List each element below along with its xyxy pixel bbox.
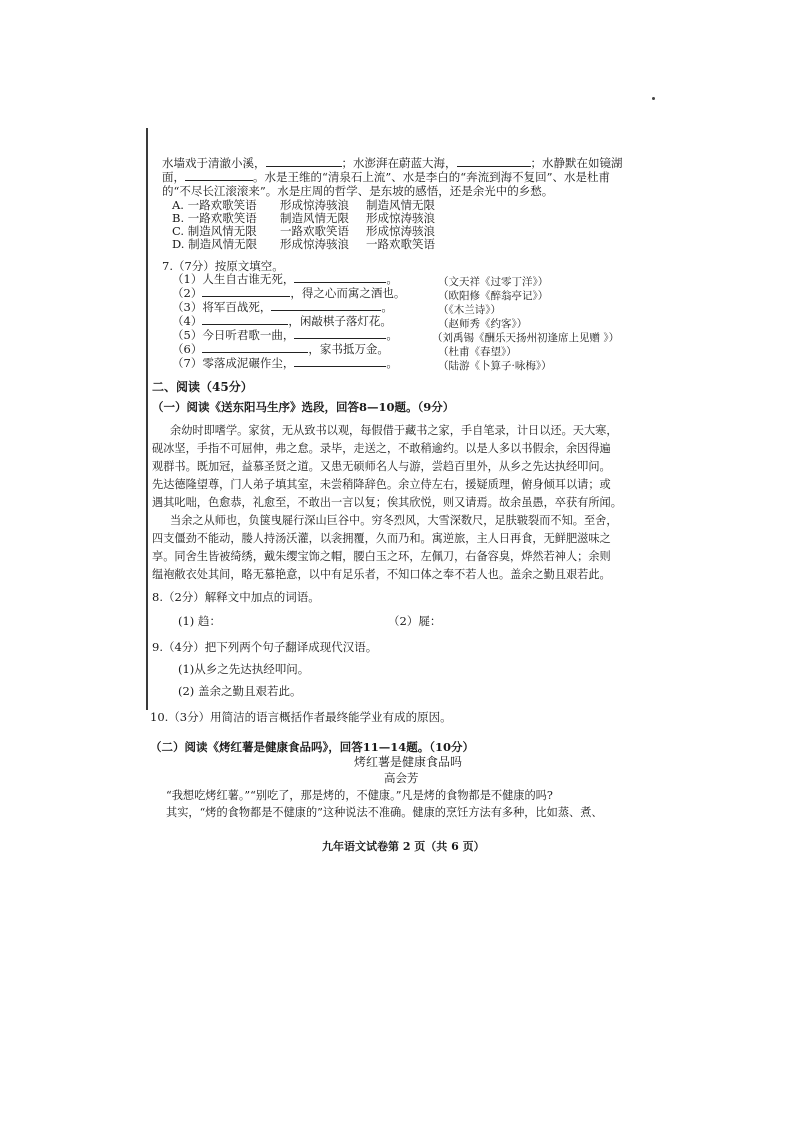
item-number: （5） [172, 328, 203, 342]
page-footer: 九年语文试卷第 2 页（共 6 页） [322, 840, 485, 853]
q7-item-3 [172, 300, 393, 314]
option-part: 制造风情无限 [366, 198, 435, 212]
q8-sub-a[interactable]: (1) 趋： [178, 614, 221, 628]
passage-line: 遇其叱咄，色愈恭，礼愈至，不敢出一言以复；俟其欣悦，则又请焉。故余虽愚，卒获有所闻。 [152, 496, 622, 509]
q7-item-6 [172, 342, 389, 356]
part-heading: （二）阅读《烤红薯是健康食品吗》，回答11—14题。（10分） [150, 740, 475, 754]
option-part: 一路欢歌笑语 [187, 211, 257, 225]
item-text: 。 [386, 356, 398, 370]
item-number: （1） [172, 272, 203, 286]
option-part: 一路欢歌笑语 [366, 237, 435, 251]
q6-text: ；水澎湃在蔚蓝大海， [341, 156, 457, 170]
q6-line1 [162, 156, 623, 170]
q6-text: ；水静默在如镜湖 [530, 156, 623, 170]
option-part: 制造风情无限 [188, 237, 258, 251]
q6-line3: 的“不尽长江滚滚来”。水是庄周的哲学、是东坡的感悟，还是余光中的乡愁。 [162, 184, 554, 198]
option-part: 一路欢歌笑语 [280, 224, 349, 238]
article-line: “我想吃烤红薯。”“别吃了，那是烤的，不健康。”凡是烤的食物都是不健康的吗? [166, 789, 553, 802]
item-text: 今日听君歌一曲， [202, 328, 295, 342]
item-text: 。 [386, 328, 398, 342]
answer-blank[interactable] [202, 314, 288, 325]
q6-option-d[interactable] [172, 237, 257, 251]
item-text: ，得之心而寓之酒也。 [290, 286, 406, 300]
item-text: 人生自古谁无死， [202, 272, 295, 286]
q6-blank-2[interactable] [457, 156, 531, 167]
q6-blank-1[interactable] [266, 156, 342, 167]
q6-option-b[interactable] [172, 211, 257, 225]
item-number: （6） [172, 342, 203, 356]
option-letter: C. [172, 224, 185, 238]
option-letter: A. [172, 198, 184, 212]
q6-option-c[interactable] [172, 224, 257, 238]
q6-line2 [162, 170, 610, 184]
item-number: （3） [172, 300, 203, 314]
item-source: （欧阳修《醉翁亭记》） [438, 290, 549, 302]
q7-item-7 [172, 356, 398, 370]
option-part: 一路欢歌笑语 [187, 198, 257, 212]
part-heading: （一）阅读《送东阳马生序》选段，回答8—10题。（9分） [152, 400, 455, 414]
item-text: ，家书抵万金。 [308, 342, 389, 356]
item-number: （2） [172, 286, 203, 300]
section-heading: 二、阅读（45分） [152, 380, 253, 394]
option-part: 形成惊涛骇浪 [280, 198, 349, 212]
item-text: 。 [381, 300, 393, 314]
q10-title: 10.（3分）用简洁的语言概括作者最终能学业有成的原因。 [150, 710, 452, 724]
q9-sub-b[interactable]: (2) 盖余之勤且艰若此。 [178, 684, 302, 698]
q7-item-1 [172, 272, 398, 286]
article-line: 其实，“烤的食物都是不健康的”这种说法不准确。健康的烹饪方法有多种，比如蒸、煮、 [166, 806, 603, 819]
item-number: （4） [172, 314, 203, 328]
q6-text: 。水是王维的“清泉石上流”、水是李白的“奔流到海不复回”、水是杜甫 [253, 170, 611, 184]
q9-title: 9.（4分）把下列两个句子翻译成现代汉语。 [152, 640, 378, 654]
article-author: 高会芳 [384, 771, 419, 785]
item-source: （文天祥《过零丁洋》） [438, 276, 549, 288]
option-letter: D. [172, 237, 185, 251]
item-source: （赵师秀《约客》） [438, 318, 528, 330]
q7-title: 7.（7分）按原文填空。 [162, 259, 284, 273]
item-text: 。 [386, 272, 398, 286]
item-number: （7） [172, 356, 203, 370]
passage-line: 砚冰坚，手指不可屈伸，弗之怠。录毕，走送之，不敢稍逾约。以是人多以书假余，余因得遍 [152, 442, 611, 455]
q6-text: 面， [162, 170, 185, 184]
q7-item-4 [172, 314, 392, 328]
item-text: 将军百战死， [202, 300, 272, 314]
q7-item-5 [172, 328, 398, 342]
item-source: （陆游《卜算子·咏梅》） [438, 360, 552, 372]
q6-blank-3[interactable] [185, 170, 253, 181]
option-letter: B. [172, 211, 185, 225]
passage-line: 缊袍敝衣处其间，略无慕艳意，以中有足乐者，不知口体之奉不若人也。盖余之勤且艰若此。 [152, 568, 611, 581]
option-part: 形成惊涛骇浪 [366, 224, 435, 238]
q7-item-2 [172, 286, 405, 300]
item-text: ，闲敲棋子落灯花。 [288, 314, 392, 328]
item-source: （刘禹锡《酬乐天扬州初逢席上见赠 》） [432, 332, 620, 344]
item-text: 零落成泥碾作尘， [202, 356, 295, 370]
article-title: 烤红薯是健康食品吗 [354, 755, 463, 769]
passage-line: 余幼时即嗜学。家贫，无从致书以观，每假借于藏书之家，手自笔录，计日以还。天大寒， [170, 424, 618, 437]
answer-blank[interactable] [202, 286, 290, 297]
answer-blank[interactable] [294, 356, 386, 367]
passage-line: 先达德隆望尊，门人弟子填其室，未尝稍降辞色。余立侍左右，援疑质理，俯身倾耳以请；或 [152, 478, 611, 491]
q6-option-a[interactable] [172, 198, 257, 212]
answer-blank[interactable] [294, 272, 386, 283]
answer-blank[interactable] [202, 342, 308, 353]
q9-sub-a[interactable]: (1)从乡之先达执经叩问。 [178, 662, 310, 676]
item-source: （《木兰诗》） [438, 304, 501, 316]
passage-line: 观群书。既加冠，益慕圣贤之道。又患无硕师名人与游，尝趋百里外，从乡之先达执经叩问。 [152, 460, 611, 473]
option-part: 制造风情无限 [187, 224, 257, 238]
option-part: 形成惊涛骇浪 [366, 211, 435, 225]
q8-title: 8.（2分）解释文中加点的词语。 [152, 590, 320, 604]
answer-blank[interactable] [271, 300, 381, 311]
passage-line: 当余之从师也，负箧曳屣行深山巨谷中。穷冬烈风，大雪深数尺，足肤皲裂而不知。至舍， [170, 514, 618, 527]
answer-blank[interactable] [294, 328, 386, 339]
option-part: 形成惊涛骇浪 [280, 237, 349, 251]
q8-sub-b[interactable]: （2）屣： [388, 614, 442, 628]
passage-line: 四支僵劲不能动，媵人持汤沃灌，以衾拥覆，久而乃和。寓逆旅，主人日再食，无鲜肥滋味之 [152, 532, 611, 545]
q6-text: 水墙戏于清澈小溪， [162, 156, 266, 170]
option-part: 制造风情无限 [280, 211, 349, 225]
passage-line: 享。同舍生皆被绮绣，戴朱缨宝饰之帽，腰白玉之环，左佩刀，右备容臭，烨然若神人；余则 [152, 550, 611, 563]
item-source: （杜甫《春望》） [438, 346, 517, 358]
